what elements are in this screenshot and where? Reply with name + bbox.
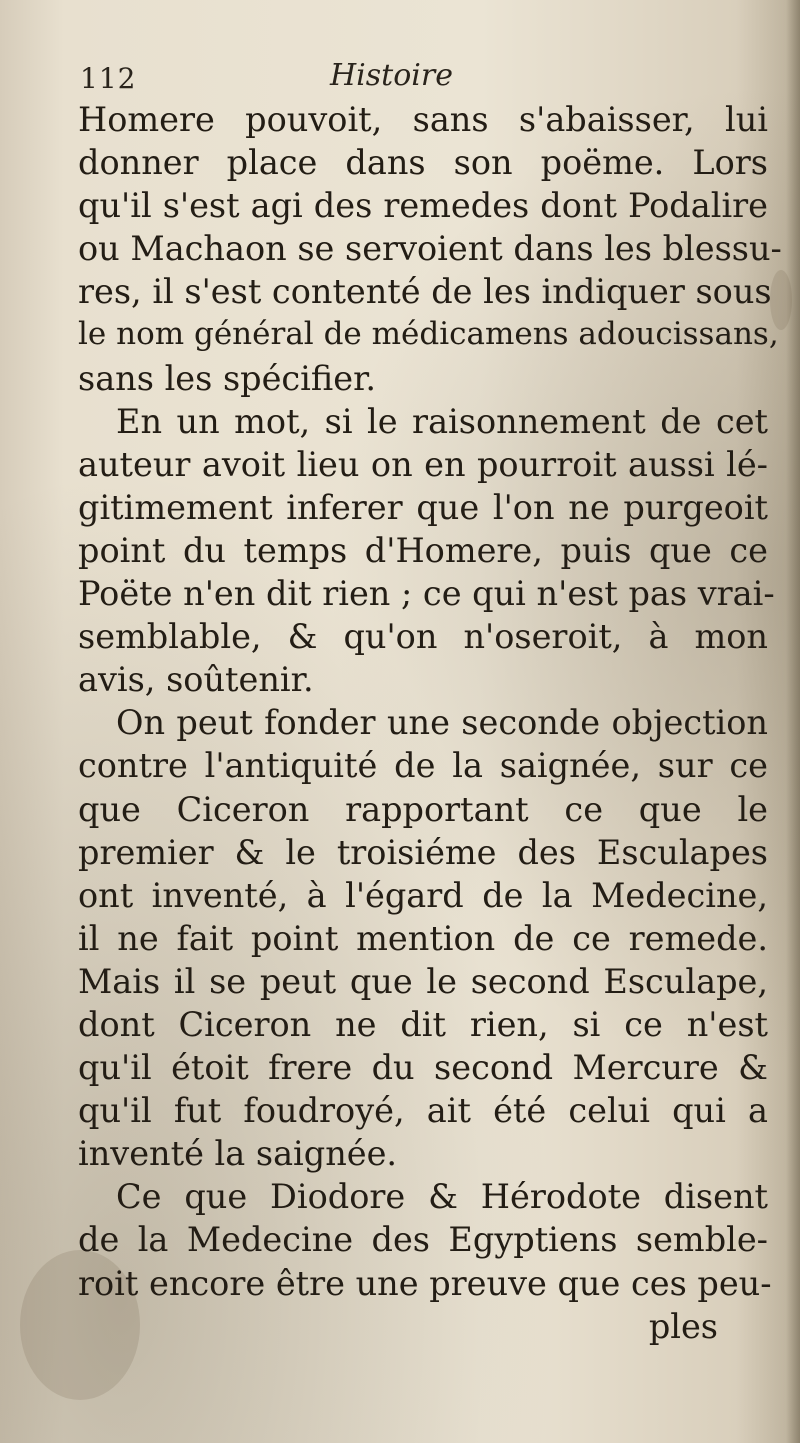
page-edge-shadow [786,0,800,1443]
paragraph-start-line: En un mot, si le raisonnement de cet [116,401,768,441]
text-line: contre l'antiquité de la saignée, sur ce [78,746,768,786]
text-line: inventé la saignée. [78,1134,398,1174]
text-line: sans les spécifier. [78,358,377,398]
text-line: il ne fait point mention de ce remede. [78,918,768,958]
body-text [78,98,782,1348]
text-line: auteur avoit lieu on en pourroit aussi lé- [78,444,768,484]
running-title: Histoire [330,58,453,93]
text-line: Poëte n'en dit rien ; ce qui n'est pas vrai- [78,574,775,614]
text-line: de la Medecine des Egyptiens semble- [78,1220,768,1260]
text-line: ont inventé, à l'égard de la Medecine, [78,875,768,915]
text-line: gitimement inferer que l'on ne purgeoit [78,487,768,527]
paragraph-start-line: Ce que Diodore & Hérodote disent [116,1177,768,1217]
text-line: qu'il fut foudroyé, ait été celui qui a [78,1091,768,1131]
text-line: le nom général de médicamens adoucissans, [78,316,779,353]
text-line: res, il s'est contenté de les indiquer sous [78,272,772,312]
text-line: dont Ciceron ne dit rien, si ce n'est [78,1004,768,1044]
text-line: avis, soûtenir. [78,660,314,700]
text-line: premier & le troisiéme des Esculapes [78,832,768,872]
text-line: donner place dans son poëme. Lors [78,143,768,183]
paragraph-start-line: On peut fonder une seconde objection [116,703,768,743]
text-line: semblable, & qu'on n'oseroit, à mon [78,617,768,657]
text-line: qu'il étoit frere du second Mercure & [78,1048,768,1088]
text-line: Mais il se peut que le second Esculape, [78,961,768,1001]
text-line: point du temps d'Homere, puis que ce [78,530,768,570]
text-line: ou Machaon se servoient dans les blessu- [78,229,782,269]
catchword: ples [648,1306,718,1346]
text-line: roit encore être une preuve que ces peu- [78,1263,772,1303]
page-header [80,58,720,102]
text-line: qu'il s'est agi des remedes dont Podalire [78,186,768,226]
page-number: 112 [80,62,137,95]
text-line: Homere pouvoit, sans s'abaisser, lui [78,100,768,139]
text-line: que Ciceron rapportant ce que le [78,789,768,829]
